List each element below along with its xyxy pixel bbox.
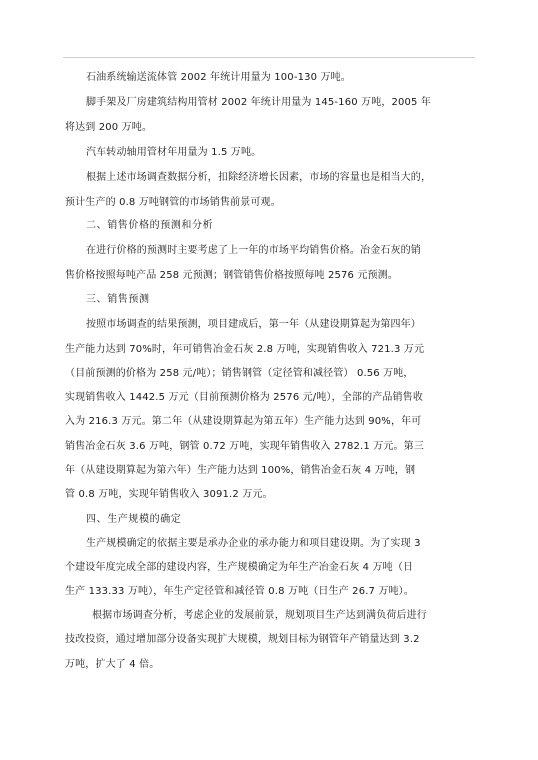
section-heading: 四、生产规模的确定	[86, 514, 182, 525]
text-line: 技改投资，通过增加部分设备实现扩大规模，规划目标为钢管年产销量达到 3.2	[65, 634, 420, 645]
text-line: 预计生产的 0.8 万吨钢管的市场销售前景可观。	[65, 197, 281, 208]
text-line: 将达到 200 万吨。	[65, 122, 153, 133]
text-line: 石油系统输送流体管 2002 年统计用量为 100-130 万吨。	[86, 72, 351, 83]
text-line: 万吨，扩大了 4 倍。	[65, 659, 160, 670]
text-line: 汽车转动轴用管材年用量为 1.5 万吨。	[86, 147, 262, 158]
text-line: 生产规模确定的依据主要是承办企业的承办能力和项目建设期。为了实现 3	[86, 538, 421, 549]
section-heading: 二、销售价格的预测和分析	[86, 220, 214, 231]
text-line: 根据市场调查分析，考虑企业的发展前景，规划项目生产达到满负荷后进行	[92, 610, 427, 621]
text-line: 个建设年度完成全部的建设内容，生产规模确定为年生产冶金石灰 4 万吨（日	[65, 562, 414, 573]
section-heading: 三、销售预测	[86, 294, 150, 305]
text-line: 脚手架及厂房建筑结构用管材 2002 年统计用量为 145-160 万吨，2005 年	[86, 97, 432, 108]
text-line: 管 0.8 万吨，实现年销售收入 3091.2 万元。	[65, 489, 273, 500]
header-rule	[63, 57, 475, 58]
text-line: 在进行价格的预测时主要考虑了上一年的市场平均销售价格。冶金石灰的销	[86, 245, 421, 256]
text-line: 年（从建设期算起为第六年）生产能力达到 100%，销售冶金石灰 4 万吨，钢	[65, 465, 416, 476]
text-line: 入为 216.3 万元。第二年（从建设期算起为第五年）生产能力达到 90%，年可	[65, 416, 422, 427]
text-line: 售价格按照每吨产品 258 元预测；钢管销售价格按照每吨 2576 元预测。	[65, 270, 398, 281]
text-line: （目前预测的价格为 258 元/吨）；销售钢管（定径管和减径管） 0.56 万吨，	[65, 368, 414, 379]
text-line: 销售冶金石灰 3.6 万吨，钢管 0.72 万吨，实现年销售收入 2782.1 万元。第三	[65, 441, 424, 452]
text-line: 生产 133.33 万吨），年生产定径管和减径管 0.8 万吨（日生产 26.7 万吨）。	[65, 586, 414, 597]
text-line: 生产能力达到 70%时，年可销售冶金石灰 2.8 万吨，实现销售收入 721.3 万元	[65, 344, 425, 355]
text-line: 按照市场调查的结果预测，项目建成后，第一年（从建设期算起为第四年）	[86, 319, 421, 330]
text-line: 根据上述市场调查数据分析，扣除经济增长因素，市场的容量也是相当大的，	[86, 172, 432, 183]
text-line: 实现销售收入 1442.5 万元（目前预测价格为 2576 元/吨），全部的产品销售收	[65, 392, 423, 403]
